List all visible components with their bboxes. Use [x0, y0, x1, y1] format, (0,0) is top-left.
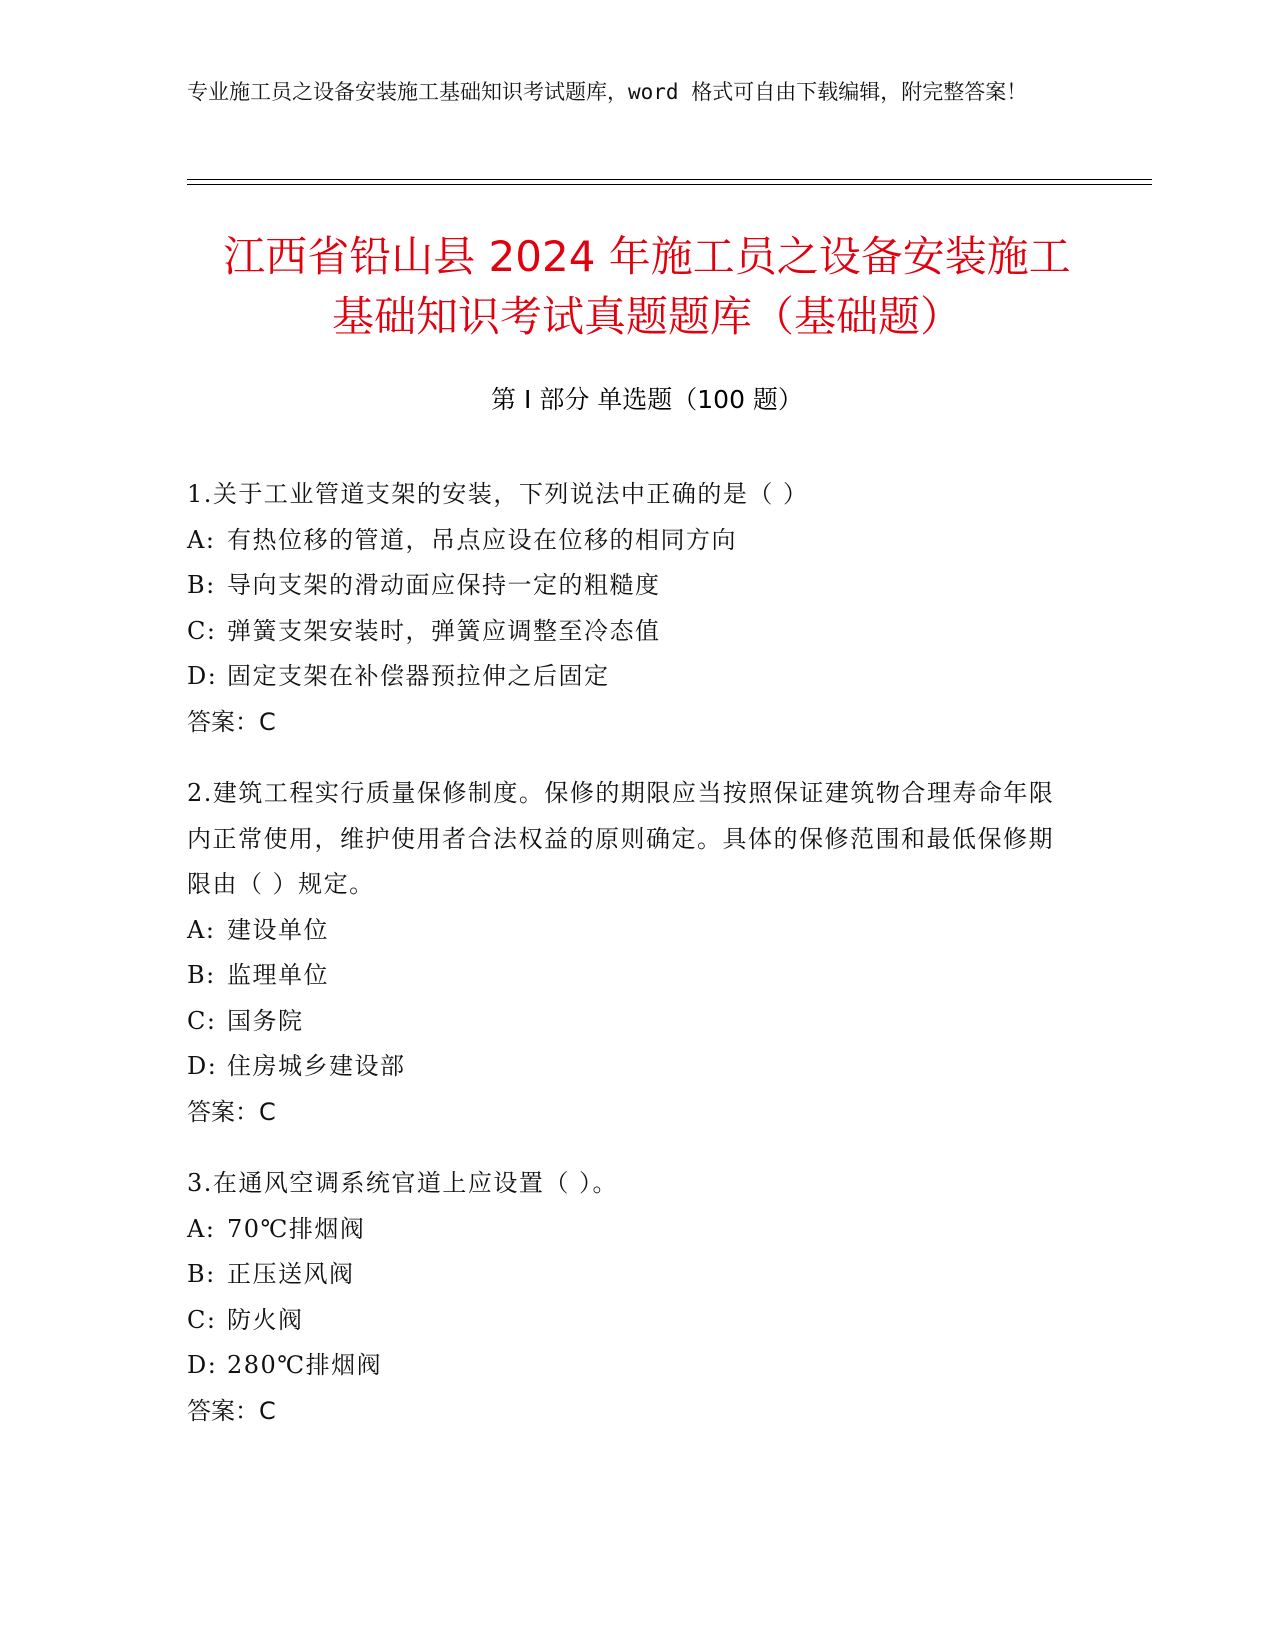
answer-line: [187, 1389, 1067, 1435]
answer-value: C: [259, 707, 276, 736]
option-key: B :: [187, 563, 227, 609]
option-a: [187, 908, 1067, 954]
header-note: 专业施工员之设备安装施工基础知识考试题库，word 格式可自由下载编辑，附完整答案！: [187, 80, 1028, 104]
header-rule-bottom: [187, 184, 1152, 185]
option-d: [187, 1044, 1067, 1090]
question-text: 关于工业管道支架的安装，下列说法中正确的是（ ）: [212, 480, 809, 508]
answer-line: [187, 700, 1067, 746]
option-key: B :: [187, 1252, 227, 1298]
option-a: [187, 1207, 1067, 1253]
option-text: 防火阀: [227, 1305, 304, 1334]
question-text: 在通风空调系统官道上应设置（ ）。: [212, 1169, 619, 1197]
question-list: [187, 472, 1067, 1460]
question-stem: [187, 1161, 1067, 1207]
option-text: 建设单位: [227, 915, 329, 944]
option-b: [187, 1252, 1067, 1298]
option-key: A :: [187, 518, 227, 564]
option-key: B :: [187, 953, 227, 999]
document-title-line-1: 江西省铅山县 2024 年施工员之设备安装施工: [223, 232, 1071, 281]
option-text: 固定支架在补偿器预拉伸之后固定: [227, 662, 610, 690]
option-d: [187, 1343, 1067, 1389]
option-text: 弹簧支架安装时，弹簧应调整至冷态值: [227, 616, 661, 645]
question-1: [187, 472, 1067, 745]
answer-label: 答案：: [187, 1396, 259, 1425]
document-title: [187, 227, 1107, 347]
question-3: [187, 1161, 1067, 1434]
option-d: [187, 654, 1067, 700]
section-title: 第 I 部分 单选题（100 题）: [491, 385, 803, 414]
option-c: [187, 609, 1067, 655]
option-key: D :: [187, 1044, 227, 1090]
option-key: C :: [187, 999, 227, 1045]
option-b: [187, 563, 1067, 609]
option-text: 正压送风阀: [227, 1260, 355, 1288]
answer-line: [187, 1090, 1067, 1136]
question-text: 建筑工程实行质量保修制度。保修的期限应当按照保证建筑物合理寿命年限内正常使用，维护使用者合法权益的原则确定。具体的保修范围和最低保修期限由（ ）规定。: [187, 779, 1055, 898]
option-text: 导向支架的滑动面应保持一定的粗糙度: [227, 571, 661, 599]
option-c: [187, 999, 1067, 1045]
option-key: A :: [187, 1207, 227, 1253]
option-text: 监理单位: [227, 961, 329, 989]
question-number: 3 .: [187, 1169, 213, 1197]
option-a: [187, 518, 1067, 564]
answer-label: 答案：: [187, 707, 259, 736]
question-2: [187, 771, 1067, 1135]
option-text: 70℃排烟阀: [227, 1214, 366, 1243]
option-text: 住房城乡建设部: [227, 1052, 406, 1080]
option-key: A :: [187, 908, 227, 954]
option-b: [187, 953, 1067, 999]
question-stem: [187, 771, 1067, 908]
answer-label: 答案：: [187, 1097, 259, 1126]
option-text: 有热位移的管道，吊点应设在位移的相同方向: [227, 525, 737, 554]
option-text: 280℃排烟阀: [227, 1351, 383, 1379]
option-c: [187, 1298, 1067, 1344]
option-key: C :: [187, 1298, 227, 1344]
option-key: C :: [187, 609, 227, 655]
question-number: 1 .: [187, 480, 213, 508]
answer-value: C: [259, 1396, 276, 1425]
document-title-line-2: 基础知识考试真题题库（基础题）: [331, 292, 962, 341]
question-number: 2 .: [187, 779, 213, 807]
question-stem: [187, 472, 1067, 518]
answer-value: C: [259, 1097, 276, 1126]
option-key: D :: [187, 1343, 227, 1389]
header-rule-top: [187, 179, 1152, 180]
option-text: 国务院: [227, 1006, 304, 1035]
option-key: D :: [187, 654, 227, 700]
